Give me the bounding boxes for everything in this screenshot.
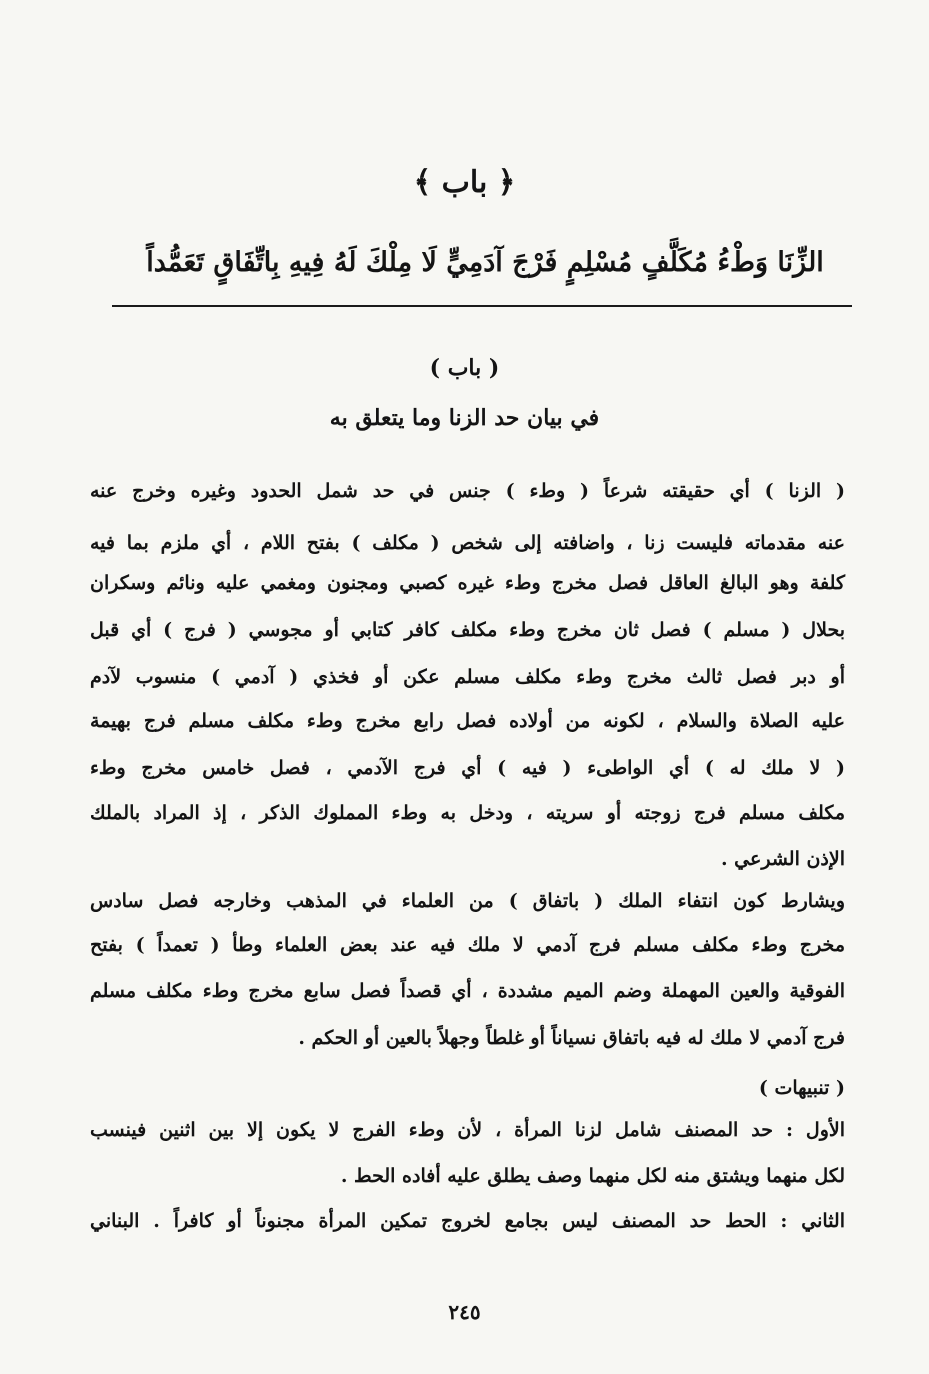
chapter-heading: ﴿ باب ﴾	[413, 165, 516, 200]
commentary-line: عنه مقدماته فليست زنا ، واضافته إلى شخص ( مكلف ) بفتح اللام ، أي ملزم بما فيه	[90, 532, 845, 554]
commentary-line: ويشارط كون انتفاء الملك ( باتفاق ) من العلماء في المذهب وخارجه فصل سادس	[90, 890, 845, 912]
commentary-line: الفوقية والعين المهملة وضم الميم مشددة ، أي قصداً فصل سابع مخرج وطء مكلف مسلم	[90, 980, 845, 1002]
commentary-heading: ( باب )	[429, 355, 500, 381]
commentary-subheading: في بيان حد الزنا وما يتعلق به	[329, 405, 600, 431]
matn-text: الزِّنَا وَطْءُ مُكَلَّفٍ مُسْلِمٍ فَرْجَ آدَمِيٍّ لَا مِلْكَ لَهُ فِيهِ بِاتِّفَاقٍ تَعَمُّداً	[146, 247, 824, 278]
commentary-line: الأول : حد المصنف شامل لزنا المرأة ، لأن وطء الفرج لا يكون إلا بين اثنين فينسب	[90, 1119, 845, 1141]
commentary-line: ( لا ملك له ) أي الواطىء ( فيه ) أي فرج الآدمي ، فصل خامس مخرج وطء	[90, 757, 845, 779]
commentary-line: كلفة وهو البالغ العاقل فصل مخرج وطء غيره كصبي ومجنون ومغمي عليه ونائم وسكران	[90, 572, 845, 594]
separator-rule	[112, 305, 852, 307]
page-number: ٢٤٥	[448, 1300, 481, 1324]
commentary-line: لكل منهما ويشتق منه لكل منهما وصف يطلق عليه أفاده الحط .	[340, 1165, 845, 1187]
commentary-line: أو دبر فصل ثالث مخرج وطء مكلف مسلم عكن أو فخذي ( آدمي ) منسوب لآدم	[90, 666, 845, 688]
commentary-line: بحلال ( مسلم ) فصل ثان مخرج وطء مكلف كافر كتابي أو مجوسي ( فرج ) أي قبل	[90, 619, 845, 641]
commentary-line: فرج آدمي لا ملك له فيه باتفاق نسياناً أو غلطاً وجهلاً بالعين أو الحكم .	[298, 1027, 845, 1049]
commentary-line: الثاني : الحط حد المصنف ليس بجامع لخروج تمكين المرأة مجنوناً أو كافراً . البناني	[90, 1210, 845, 1232]
commentary-line: مخرج وطء مكلف مسلم فرج آدمي لا ملك فيه عند بعض العلماء وطأ ( تعمداً ) بفتح	[90, 934, 845, 956]
commentary-line: عليه الصلاة والسلام ، لكونه من أولاده فصل رابع مخرج وطء مكلف مسلم فرج بهيمة	[90, 710, 845, 732]
commentary-line: مكلف مسلم فرج زوجته أو سريته ، ودخل به وطء المملوك الذكر ، إذ المراد بالملك	[90, 802, 845, 824]
commentary-line: الإذن الشرعي .	[720, 848, 845, 870]
notes-heading: ( تنبيهات )	[758, 1077, 845, 1099]
commentary-line: ( الزنا ) أي حقيقته شرعاً ( وطء ) جنس في حد شمل الحدود وغيره وخرج عنه	[90, 480, 845, 502]
